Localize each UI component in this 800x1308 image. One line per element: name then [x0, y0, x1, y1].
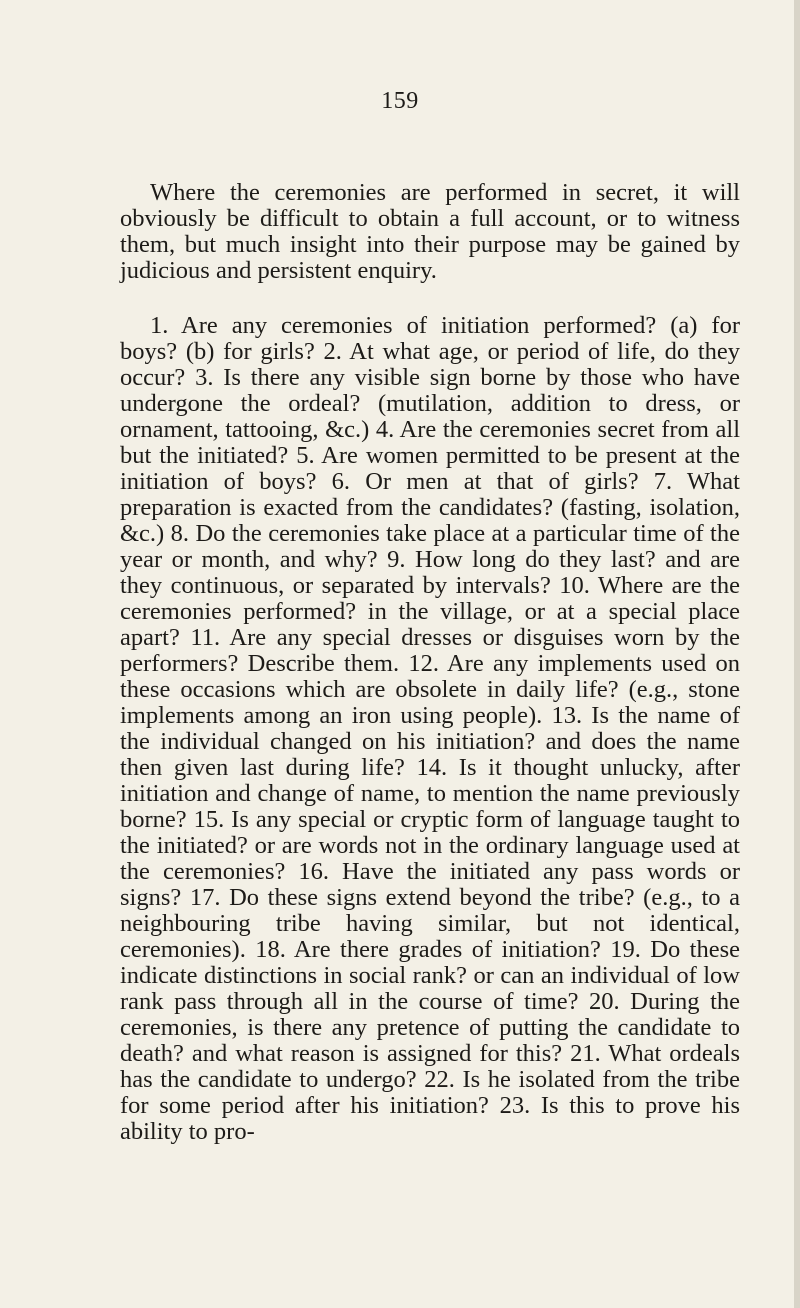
- page-edge: [794, 0, 800, 1308]
- questions-paragraph: 1. Are any ceremonies of initiation performed? (a) for boys? (b) for girls? 2. At what age, or period of life, do they occur? 3. Is there any visible sign borne by those who have undergone the ordeal? (mutilation, addition to dress, or ornament, tattooing, &c.) 4. Are the ceremonies secret from all but the initiated? 5. Are women permitted to be present at the initiation of boys? 6. Or men at that of girls? 7. What preparation is exacted from the candidates? (fasting, isolation, &c.) 8. Do the ceremonies take place at a particular time of the year or month, and why? 9. How long do they last? and are they continuous, or separated by intervals? 10. Where are the ceremonies performed? in the village, or at a special place apart? 11. Are any special dresses or disguises worn by the performers? Describe them. 12. Are any implements used on these occasions which are obsolete in daily life? (e.g., stone implements among an iron using people). 13. Is the name of the individual changed on his initiation? and does the name then given last during life? 14. Is it thought unlucky, after initiation and change of name, to mention the name previously borne? 15. Is any special or cryptic form of language taught to the initiated? or are words not in the ordinary language used at the ceremonies? 16. Have the initiated any pass words or signs? 17. Do these signs extend beyond the tribe? (e.g., to a neighbouring tribe having similar, but not identical, ceremonies). 18. Are there grades of initiation? 19. Do these indicate distinctions in social rank? or can an individual of low rank pass through all in the course of time? 20. During the ceremonies, is there any pretence of putting the candidate to death? and what reason is assigned for this? 21. What ordeals has the candidate to undergo? 22. Is he isolated from the tribe for some period after his initiation? 23. Is this to prove his ability to pro-: [120, 311, 740, 1145]
- intro-paragraph: Where the ceremonies are performed in secret, it will obviously be difficult to obtain a full account, or to witness them, but much insight into their purpose may be gained by judicious and persistent enquiry.: [120, 178, 740, 284]
- page-number: 159: [381, 88, 419, 114]
